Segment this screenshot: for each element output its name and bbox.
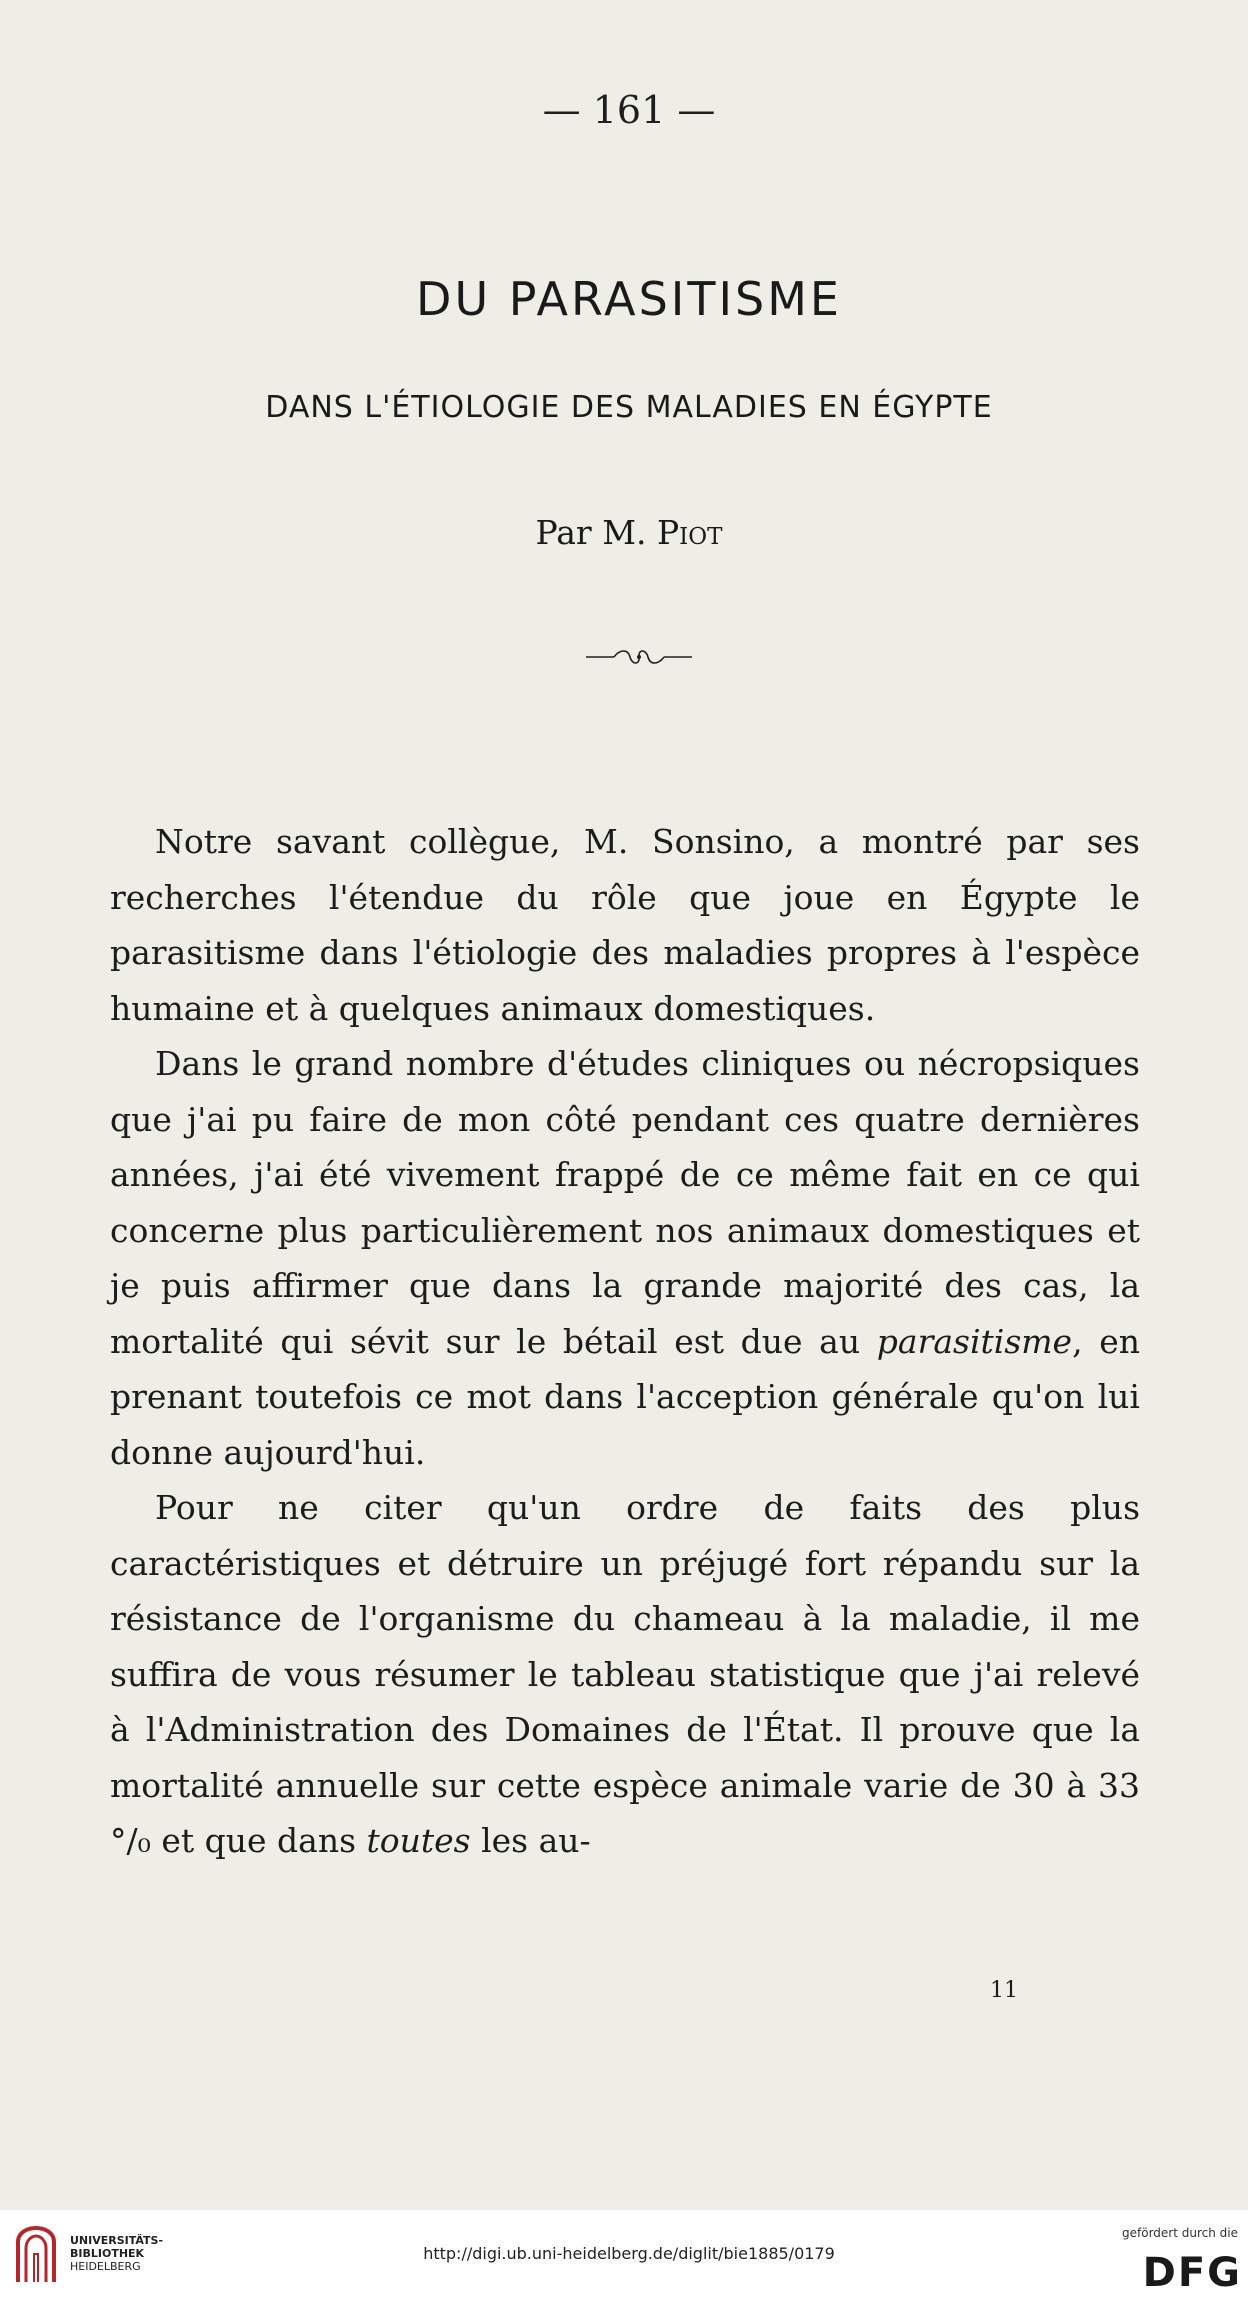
paragraph-2-emphasis: parasitisme [876,1321,1073,1361]
paragraph-1 [110,814,1140,1036]
paragraph-3-text-end: les au- [470,1821,591,1860]
institution-line-2: BIBLIOTHEK [70,2247,145,2260]
article-title: DU PARASITISME [416,272,842,326]
paragraph-3-text-start: Pour ne citer qu'un ordre de faits des plus caractéristiques et détruire un préjugé fort répandu sur la résistance de l'organisme du chameau à la maladie, il me suffira de vous résumer le tableau statistique que j'ai relevé à l'Administration des Domaines de l'État. Il prouve que la mortalité annuelle sur cette espèce animale varie de 30 à 33 °/₀ et que dans [110,1488,1140,1860]
signature-folio: 11 [990,1978,1018,2003]
author-prefix: Par M. [535,513,657,552]
paragraph-2-text-end: , en prenant toutefois ce mot dans l'acception générale qu'on lui donne aujourd'hui. [110,1321,1140,1472]
author-name: Piot [656,513,723,552]
page-edge [1248,0,1258,2210]
dfg-logo: DFG [1142,2250,1242,2296]
paragraph-3 [110,1480,1140,1869]
paragraph-2-text-start: Dans le grand nombre d'études cliniques ou nécropsiques que j'ai pu faire de mon côté pendant ces quatre dernières années, j'ai été vivement frappé de ce même fait en ce qui concerne plus particulièrement nos animaux domestiques et je puis affirmer que dans la grande majorité des cas, la mortalité qui sévit sur le bétail est due au [110,1044,1140,1361]
paragraph-2 [110,1036,1140,1480]
permalink-url[interactable]: http://digi.ub.uni-heidelberg.de/diglit/bie1885/0179 [423,2244,835,2263]
body-text [110,814,1140,1869]
viewer-footer [0,2210,1258,2302]
funded-by-label: gefördert durch die [1122,2226,1238,2240]
paragraph-1-text: Notre savant collègue, M. Sonsino, a montré par ses recherches l'étendue du rôle que joue en Égypte le parasitisme dans l'étiologie des maladies propres à l'espèce humaine et à quelques animaux domestiques. [110,822,1140,1028]
article-subtitle: DANS L'ÉTIOLOGIE DES MALADIES EN ÉGYPTE [265,390,993,425]
institution-line-3: HEIDELBERG [70,2260,141,2273]
author-line [0,513,1258,552]
paragraph-3-emphasis: toutes [366,1821,471,1860]
institution-line-1: UNIVERSITÄTS- [70,2234,164,2247]
page-number: — 161 — [542,88,716,132]
ornament-divider-icon [584,646,694,668]
